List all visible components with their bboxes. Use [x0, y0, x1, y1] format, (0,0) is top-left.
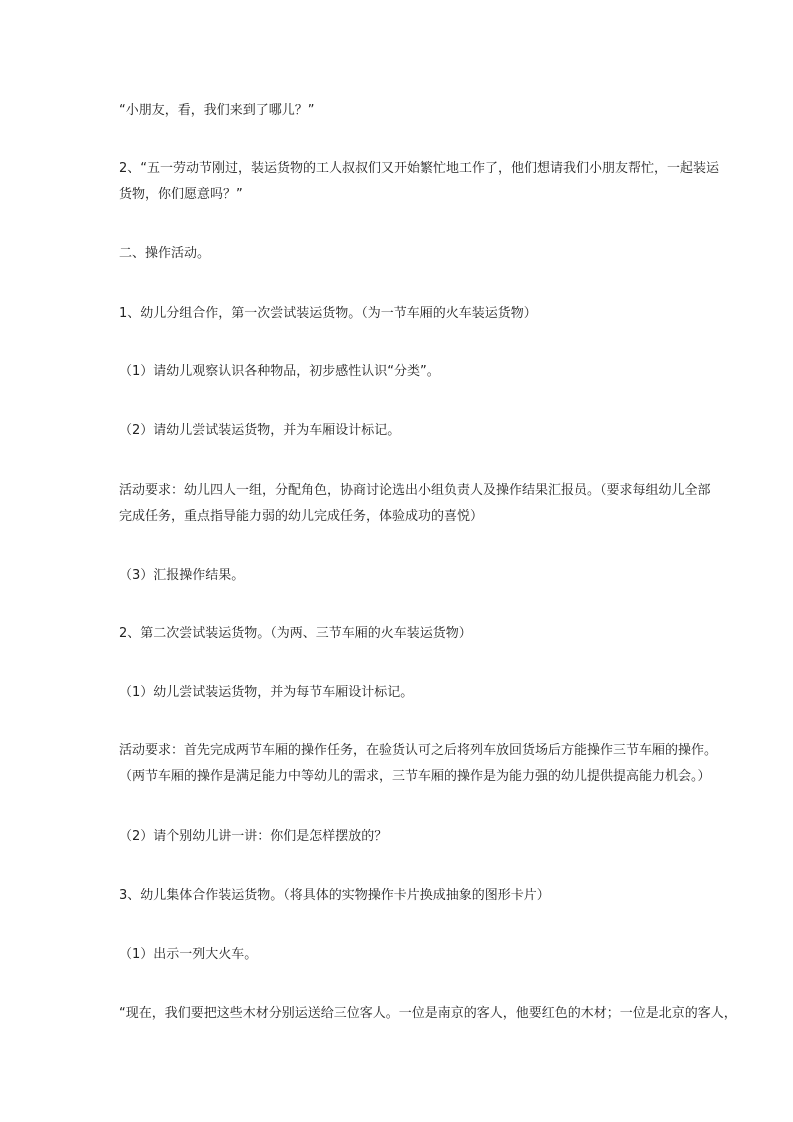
- text-line: （2）请个别幼儿讲一讲：你们是怎样摆放的？: [119, 829, 388, 844]
- paragraph-group-cooperation: [119, 883, 675, 909]
- paragraph-step-report: [119, 563, 675, 589]
- text-line: 3、幼儿集体合作装运货物。（将具体的实物操作卡片换成抽象的图形卡片）: [119, 888, 550, 903]
- paragraph-first-attempt: [119, 301, 675, 327]
- paragraph-second-attempt: [119, 621, 675, 647]
- text-line: （两节车厢的操作是满足能力中等幼儿的需求，三节车厢的操作是为能力强的幼儿提供提高能力机会。）: [119, 769, 711, 784]
- paragraph-quote-deliver-wood: [119, 1001, 737, 1027]
- text-line: 2、第二次尝试装运货物。（为两、三节车厢的火车装运货物）: [119, 626, 472, 641]
- paragraph-step-observe: [119, 359, 675, 385]
- text-line: （1）幼儿尝试装运货物，并为每节车厢设计标记。: [119, 685, 414, 700]
- text-line: 货物，你们愿意吗？”: [119, 187, 243, 202]
- paragraph-activity-requirement-1: [119, 478, 711, 530]
- text-line: 完成任务，重点指导能力弱的幼儿完成任务，体验成功的喜悦）: [119, 509, 484, 524]
- paragraph-activity-requirement-2: [119, 738, 718, 790]
- text-line: （2）请幼儿尝试装运货物，并为车厢设计标记。: [119, 423, 401, 438]
- text-line: “现在，我们要把这些木材分别运送给三位客人。一位是南京的客人，他要红色的木材；一位是北京的客人，: [119, 1006, 737, 1021]
- paragraph-may-day-help: [119, 156, 720, 208]
- text-line: （3）汇报操作结果。: [119, 568, 245, 583]
- section-heading-operation-activity: [119, 241, 675, 267]
- paragraph-step-try-loading: [119, 418, 675, 444]
- text-line: 活动要求：幼儿四人一组，分配角色，协商讨论选出小组负责人及操作结果汇报员。（要求每组幼儿全部: [119, 483, 711, 498]
- text-line: （1）出示一列大火车。: [119, 947, 258, 962]
- paragraph-quote-where-are-we: [119, 98, 675, 124]
- text-line: 1、幼儿分组合作，第一次尝试装运货物。（为一节车厢的火车装运货物）: [119, 306, 537, 321]
- text-line: 2、“五一劳动节刚过，装运货物的工人叔叔们又开始繁忙地工作了，他们想请我们小朋友帮忙，一起装运: [119, 161, 720, 176]
- paragraph-step-show-train: [119, 942, 675, 968]
- text-line: “小朋友，看，我们来到了哪儿？”: [119, 103, 315, 118]
- paragraph-step-design-marks: [119, 680, 675, 706]
- paragraph-step-explain: [119, 824, 675, 850]
- text-line: 二、操作活动。: [119, 246, 211, 261]
- text-line: 活动要求：首先完成两节车厢的操作任务，在验货认可之后将列车放回货场后方能操作三节车厢的操作。: [119, 743, 718, 758]
- text-line: （1）请幼儿观察认识各种物品，初步感性认识“分类”。: [119, 364, 440, 379]
